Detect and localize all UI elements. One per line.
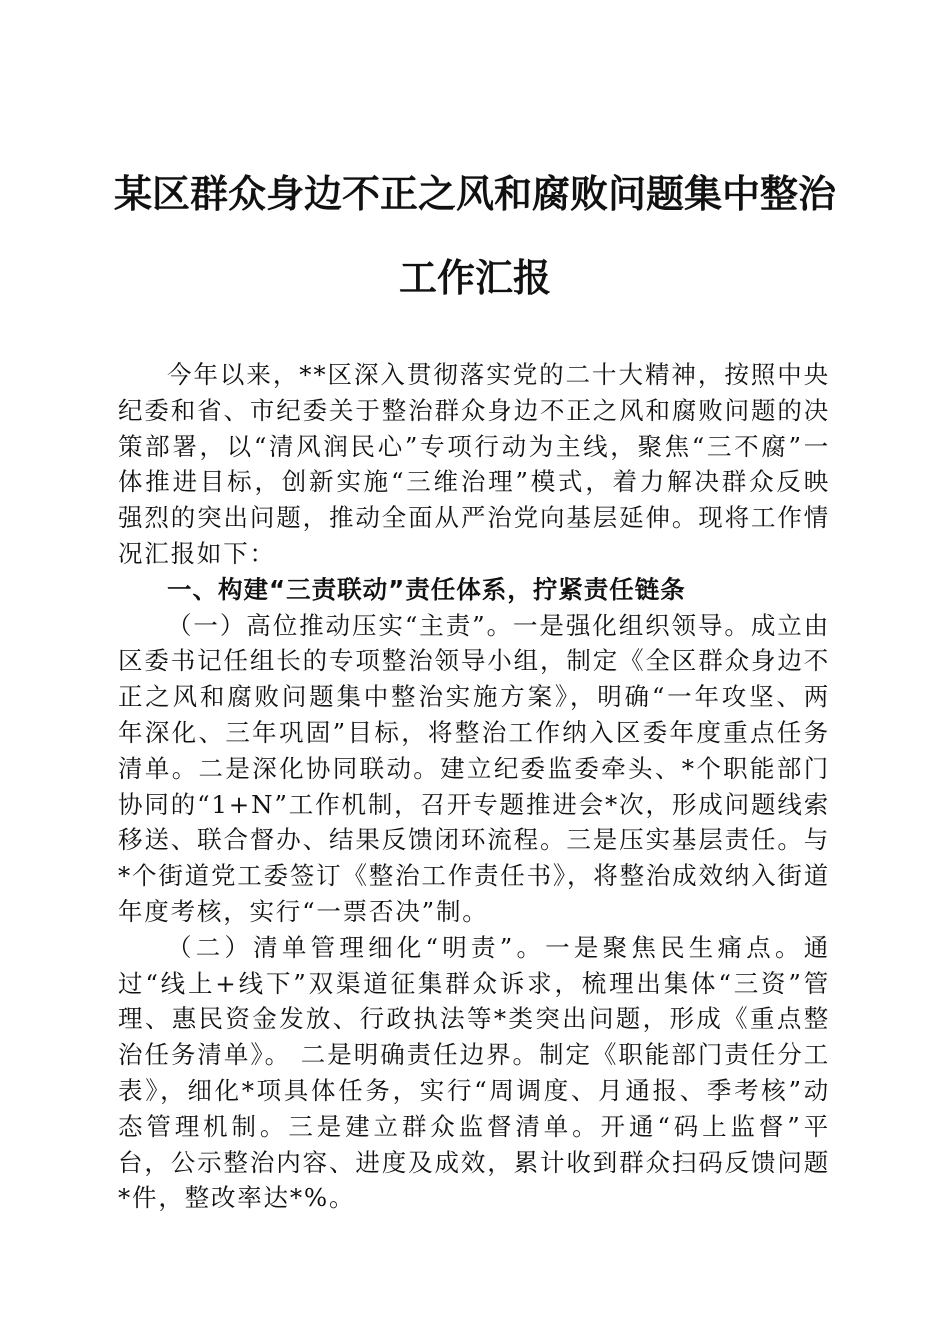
document-body — [118, 357, 830, 1216]
document-title: 某区群众身边不正之风和腐败问题集中整治工作汇报 — [113, 171, 836, 300]
intro-paragraph: 今年以来，**区深入贯彻落实党的二十大精神，按照中央纪委和省、市纪委关于整治群众身边不正之风和腐败问题的决策部署，以“清风润民心”专项行动为主线，聚焦“三不腐”一体推进目标，创新实施“三维治理”模式，着力解决群众反映强烈的突出问题，推动全面从严治党向基层延伸。现将工作情况汇报如下： — [118, 360, 830, 568]
section-heading-1: 一、构建“三责联动”责任体系，拧紧责任链条 — [167, 574, 686, 604]
subsection-paragraph-2: （二）清单管理细化“明责”。一是聚焦民生痛点。通过“线上+线下”双渠道征集群众诉求，梳理出集体“三资”管理、惠民资金发放、行政执法等*类突出问题，形成《重点整治任务清单》。 二是明确责任边界。制定《职能部门责任分工表》，细化*项具体任务，实行“周调度、月通报、季考核”动态管理机制。三是建立群众监督清单。开通“码上监督”平台，公示整治内容、进度及成效，累计收到群众扫码反馈问题*件，整改率达*%。 — [118, 932, 830, 1213]
subsection-paragraph-1: （一）高位推动压实“主责”。一是强化组织领导。成立由区委书记任组长的专项整治领导小组，制定《全区群众身边不正之风和腐败问题集中整治实施方案》，明确“一年攻坚、两年深化、三年巩固”目标，将整治工作纳入区委年度重点任务清单。二是深化协同联动。建立纪委监委牵头、*个职能部门协同的“1+N”工作机制，召开专题推进会*次，形成问题线索移送、联合督办、结果反馈闭环流程。三是压实基层责任。与*个街道党工委签订《整治工作责任书》，将整治成效纳入街道年度考核，实行“一票否决”制。 — [118, 610, 830, 926]
